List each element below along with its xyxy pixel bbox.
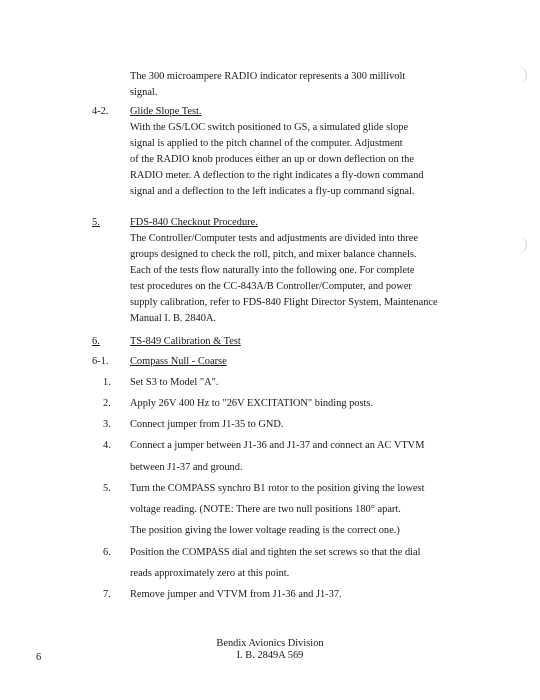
- margin-mark: [516, 236, 527, 254]
- step-line: reads approximately zero at this point.: [130, 568, 290, 579]
- paragraph-line: RADIO meter. A deflection to the right indicates a fly-down command: [130, 170, 424, 181]
- step-number: 1.: [103, 377, 111, 388]
- footer-document-id: I. B. 2849A 569: [236, 650, 304, 661]
- paragraph-line: signal and a deflection to the left indicates a fly-up command signal.: [130, 186, 415, 197]
- paragraph-line: With the GS/LOC switch positioned to GS, a simulated glide slope: [130, 122, 409, 133]
- step-line: Apply 26V 400 Hz to "26V EXCITATION" binding posts.: [130, 398, 374, 409]
- step-number: 4.: [103, 440, 111, 451]
- page-number: 6: [36, 652, 42, 663]
- intro-line: signal.: [130, 87, 158, 98]
- step-number: 5.: [103, 483, 111, 494]
- paragraph-line: Manual I. B. 2840A.: [130, 313, 217, 324]
- step-number: 7.: [103, 589, 111, 600]
- paragraph-line: supply calibration, refer to FDS-840 Flight Director System, Maintenance: [130, 297, 438, 308]
- step-number: 3.: [103, 419, 111, 430]
- section-title: Compass Null - Coarse: [130, 356, 227, 367]
- section-number: 5.: [92, 217, 100, 228]
- step-line: Turn the COMPASS synchro B1 rotor to the position giving the lowest: [130, 483, 425, 494]
- step-line: The position giving the lower voltage reading is the correct one.): [130, 525, 400, 536]
- section-title: FDS-840 Checkout Procedure.: [130, 217, 258, 228]
- step-line: Connect jumper from J1-35 to GND.: [130, 419, 284, 430]
- paragraph-line: The Controller/Computer tests and adjustments are divided into three: [130, 233, 418, 244]
- step-line: Set S3 to Model "A".: [130, 377, 219, 388]
- step-line: between J1-37 and ground.: [130, 462, 243, 473]
- paragraph-line: Each of the tests flow naturally into the following one. For complete: [130, 265, 415, 276]
- paragraph-line: test procedures on the CC-843A/B Controller/Computer, and power: [130, 281, 412, 292]
- paragraph-line: signal is applied to the pitch channel of the computer. Adjustment: [130, 138, 403, 149]
- step-line: Connect a jumper between J1-36 and J1-37 and connect an AC VTVM: [130, 440, 425, 451]
- step-number: 6.: [103, 547, 111, 558]
- margin-mark: [516, 66, 527, 84]
- section-title: TS-849 Calibration & Test: [130, 336, 241, 347]
- section-number: 4-2.: [92, 106, 109, 117]
- step-number: 2.: [103, 398, 111, 409]
- footer-division: Bendix Avionics Division: [216, 638, 324, 649]
- section-number: 6.: [92, 336, 100, 347]
- step-line: Remove jumper and VTVM from J1-36 and J1-37.: [130, 589, 342, 600]
- step-line: voltage reading. (NOTE: There are two null positions 180° apart.: [130, 504, 401, 515]
- step-line: Position the COMPASS dial and tighten the set screws so that the dial: [130, 547, 421, 558]
- intro-line: The 300 microampere RADIO indicator represents a 300 millivolt: [130, 71, 406, 82]
- section-number: 6-1.: [92, 356, 109, 367]
- paragraph-line: groups designed to check the roll, pitch, and mixer balance channels.: [130, 249, 417, 260]
- section-title: Glide Slope Test.: [130, 106, 202, 117]
- paragraph-line: of the RADIO knob produces either an up or down deflection on the: [130, 154, 414, 165]
